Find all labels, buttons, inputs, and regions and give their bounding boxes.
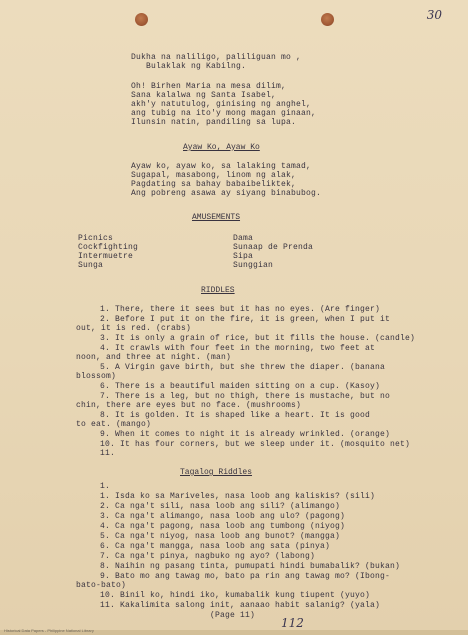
tagalog-riddle-line: 4. Ca nga't pagong, nasa loob ang tumbong (niyog) xyxy=(100,522,346,531)
amusement-item: Sunaap de Prenda xyxy=(233,243,314,252)
tagalog-riddle-line: 11. Kakalimita salong init, aanaao habit salanig? (yala) xyxy=(100,601,381,610)
riddle-line: 5. A Virgin gave birth, but she threw the diaper. (banana xyxy=(100,363,386,372)
song-line: Ayaw ko, ayaw ko, sa lalaking tamad, xyxy=(131,162,312,171)
song-line: Dukha na naliligo, paliliguan mo , xyxy=(131,53,302,62)
riddle-line: chin, there are eyes but no face. (mushrooms) xyxy=(76,401,302,410)
riddle-line: 4. It crawls with four feet in the morning, two feet at xyxy=(100,344,376,353)
section-heading: AMUSEMENTS xyxy=(192,213,241,222)
song-line: Sugapal, masabong, linom ng alak, xyxy=(131,171,297,180)
punch-hole-left xyxy=(135,13,148,26)
punch-hole-right xyxy=(321,13,334,26)
tagalog-riddle-line: 1. Isda ko sa Mariveles, nasa loob ang kaliskis? (sili) xyxy=(100,492,376,501)
amusement-item: Cockfighting xyxy=(78,243,139,252)
tagalog-riddle-line: 2. Ca nga't sili, nasa loob ang sili? (alimango) xyxy=(100,502,341,511)
song-line: Oh! Birhen Maria na mesa dilim, xyxy=(131,82,287,91)
song-line: Ang pobreng asawa ay siyang binabubog. xyxy=(131,189,322,198)
riddle-line: 3. It is only a grain of rice, but it fills the house. (candle) xyxy=(100,334,416,343)
handwritten-page-note: 112 xyxy=(281,616,304,630)
song-line: ang tubig na ito'y mong magan ginaan, xyxy=(131,109,317,118)
tagalog-riddle-line: 3. Ca nga't alimango, nasa loob ang ulo? (pagong) xyxy=(100,512,346,521)
song-line: akh'y natutulog, ginising ng anghel, xyxy=(131,100,312,109)
tagalog-riddle-line: 1. xyxy=(100,482,111,491)
section-heading: Ayaw Ko, Ayaw Ko xyxy=(183,143,260,152)
amusement-item: Intermuetre xyxy=(78,252,134,261)
tagalog-riddle-line: (Page 11) xyxy=(210,611,256,620)
amusement-item: Sunggian xyxy=(233,261,274,270)
tagalog-riddle-line: 5. Ca nga't niyog, nasa loob ang bunot? (mangga) xyxy=(100,532,341,541)
section-heading: Tagalog Riddles xyxy=(180,468,253,477)
riddle-line: 9. When it comes to night it is already wrinkled. (orange) xyxy=(100,430,391,439)
riddle-line: 11. xyxy=(100,449,116,458)
riddle-line: 2. Before I put it on the fire, it is green, when I put it xyxy=(100,315,391,324)
section-heading: RIDDLES xyxy=(201,286,235,295)
riddle-line: 6. There is a beautiful maiden sitting on a cup. (Kasoy) xyxy=(100,382,381,391)
riddle-line: out, it is red. (crabs) xyxy=(76,324,192,333)
tagalog-riddle-line: 8. Naihin ng pasang tinta, pumupati hindi bumabalik? (bukan) xyxy=(100,562,401,571)
amusement-item: Picnics xyxy=(78,234,114,243)
tagalog-riddle-line: bato-bato) xyxy=(76,581,127,590)
song-line: Sana kalalwa ng Santa Isabel, xyxy=(131,91,277,100)
tagalog-riddle-line: 7. Ca nga't pinya, nagbuko ng ayo? (labong) xyxy=(100,552,316,561)
amusement-item: Sipa xyxy=(233,252,254,261)
riddle-line: 1. There, there it sees but it has no eyes. (Are finger) xyxy=(100,305,381,314)
tagalog-riddle-line: 9. Bato mo ang tawag mo, bato pa rin ang tawag mo? (Ibong- xyxy=(100,572,391,581)
riddle-line: noon, and three at night. (man) xyxy=(76,353,232,362)
song-line: Bulaklak ng Kabilng. xyxy=(146,62,247,71)
amusement-item: Dama xyxy=(233,234,254,243)
riddle-line: to eat. (mango) xyxy=(76,420,152,429)
riddle-line: 10. It has four corners, but we sleep under it. (mosquito net) xyxy=(100,440,411,449)
song-line: Pagdating sa bahay babaibeliktek, xyxy=(131,180,297,189)
page-number: 30 xyxy=(426,8,442,22)
riddle-line: 7. There is a leg, but no thigh, there is mustache, but no xyxy=(100,392,391,401)
riddle-line: 8. It is golden. It is shaped like a heart. It is good xyxy=(100,411,371,420)
tagalog-riddle-line: 6. Ca nga't mangga, nasa loob ang sata (pinya) xyxy=(100,542,331,551)
archive-footer: Historical Data Papers - Philippine National Library xyxy=(4,628,94,633)
tagalog-riddle-line: 10. Binil ko, hindi iko, kumabalik kung tiupent (yuyo) xyxy=(100,591,371,600)
riddle-line: blossom) xyxy=(76,372,117,381)
amusement-item: Sunga xyxy=(78,261,104,270)
song-line: Ilunsin natin, pandiling sa lupa. xyxy=(131,118,297,127)
